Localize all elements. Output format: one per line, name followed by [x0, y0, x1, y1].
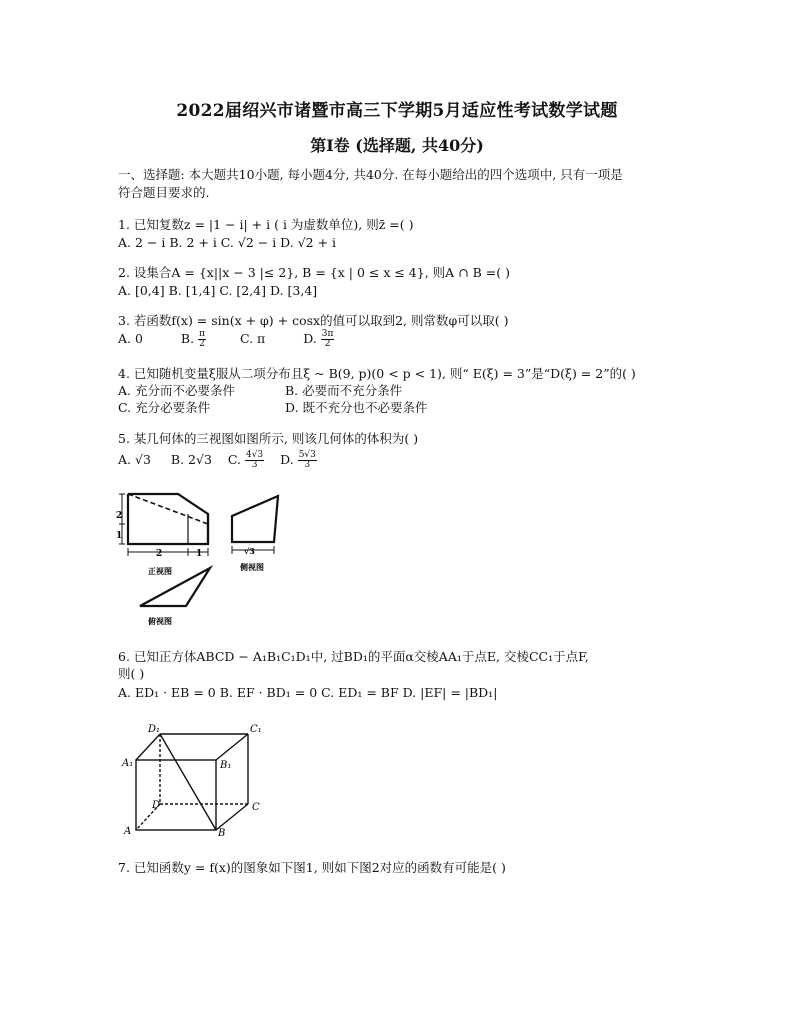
- q4-option-a: A. 充分而不必要条件: [118, 383, 235, 398]
- q7-stem: 7. 已知函数y = f(x)的图象如下图1, 则如下图2对应的函数有可能是( ): [118, 860, 506, 875]
- dim-2-horizontal: 2: [156, 549, 163, 559]
- label-A: A: [124, 826, 132, 837]
- q3-option-d-fraction: $\frac{3\pi}{2}$: [321, 329, 334, 349]
- top-view-label: 俯视图: [148, 617, 172, 626]
- q3-options: [118, 329, 334, 349]
- q5-option-c: C.: [227, 452, 241, 467]
- q5-option-d-fraction: $\frac{5√3}{3}$: [298, 450, 316, 470]
- q6-stem-cont: 则( ): [118, 666, 145, 681]
- q3-option-b-fraction: $\frac{\pi}{2}$: [199, 329, 205, 349]
- dim-1-horizontal: 1: [196, 549, 203, 559]
- side-view-label: 侧视图: [240, 563, 264, 572]
- q4-option-d: D. 既不充分也不必要条件: [285, 400, 428, 415]
- q3-option-d: D.: [303, 331, 317, 346]
- label-B: B: [218, 828, 226, 839]
- dim-1-vertical: 1: [116, 531, 123, 541]
- q6-options: A. ED₁ · EB = 0 B. EF · BD₁ = 0 C. ED₁ = BF D. |EF| = |BD₁|: [118, 685, 498, 700]
- q5-option-b: B. 2√3: [170, 452, 212, 467]
- front-view: [119, 494, 208, 556]
- section-subtitle: 第I卷 (选择题, 共40分): [310, 136, 484, 155]
- q3-option-b: B.: [180, 331, 195, 346]
- q3-stem: 3. 若函数f(x) = sin(x + φ) + cosx的值可以取到2, 则常数φ可以取( ): [118, 313, 509, 328]
- q2-options: A. [0,4] B. [1,4] C. [2,4] D. [3,4]: [118, 283, 318, 298]
- dim-sqrt3: √3: [244, 546, 255, 556]
- label-C: C: [252, 802, 260, 813]
- q5-stem: 5. 某几何体的三视图如图所示, 则该几何体的体积为( ): [118, 431, 419, 446]
- q5-options: [118, 450, 317, 470]
- q5-option-d: D.: [280, 452, 294, 467]
- label-D1: D₁: [148, 724, 161, 735]
- q3-option-c: C. π: [239, 331, 266, 346]
- q5-option-c-fraction: $\frac{4√3}{3}$: [245, 450, 264, 470]
- paper-title: 2022届绍兴市诸暨市高三下学期5月适应性考试数学试题: [176, 101, 618, 121]
- q6-cube-figure: [118, 718, 268, 838]
- q4-stem: 4. 已知随机变量ξ服从二项分布且ξ ~ B(9, p)(0 < p < 1), 则“ E(ξ) = 3”是“D(ξ) = 2”的( ): [118, 366, 636, 381]
- section-instructions-line1: 一、选择题: 本大题共10小题, 每小题4分, 共40分. 在每小题给出的四个选项中, 只有一项是: [118, 167, 623, 182]
- q6-stem: 6. 已知正方体ABCD − A₁B₁C₁D₁中, 过BD₁的平面α交棱AA₁于点E, 交棱CC₁于点F,: [118, 649, 589, 664]
- label-C1: C₁: [250, 724, 262, 735]
- side-view: [232, 496, 278, 554]
- q2-stem: 2. 设集合A = {x||x − 3 |≤ 2}, B = {x | 0 ≤ x ≤ 4}, 则A ∩ B =( ): [118, 265, 510, 280]
- front-view-label: 正视图: [148, 567, 172, 576]
- q1-options: A. 2 − i B. 2 + i C. √2 − i D. √2 + i: [118, 235, 337, 250]
- section-instructions-line2: 符合题目要求的.: [118, 185, 210, 200]
- q4-option-b: B. 必要而不充分条件: [285, 383, 403, 398]
- q5-option-a: A. √3: [118, 452, 151, 467]
- q4-option-c: C. 充分必要条件: [118, 400, 211, 415]
- label-B1: B₁: [220, 760, 232, 771]
- label-D: D: [152, 800, 161, 811]
- q1-stem: 1. 已知复数z = |1 − i| + i ( i 为虚数单位), 则z̄ =( ): [118, 217, 414, 232]
- dim-2-vertical: 2: [116, 511, 123, 521]
- q3-option-a: A. 0: [118, 331, 143, 346]
- label-A1: A₁: [122, 758, 134, 769]
- q5-three-view-figure: [118, 488, 298, 630]
